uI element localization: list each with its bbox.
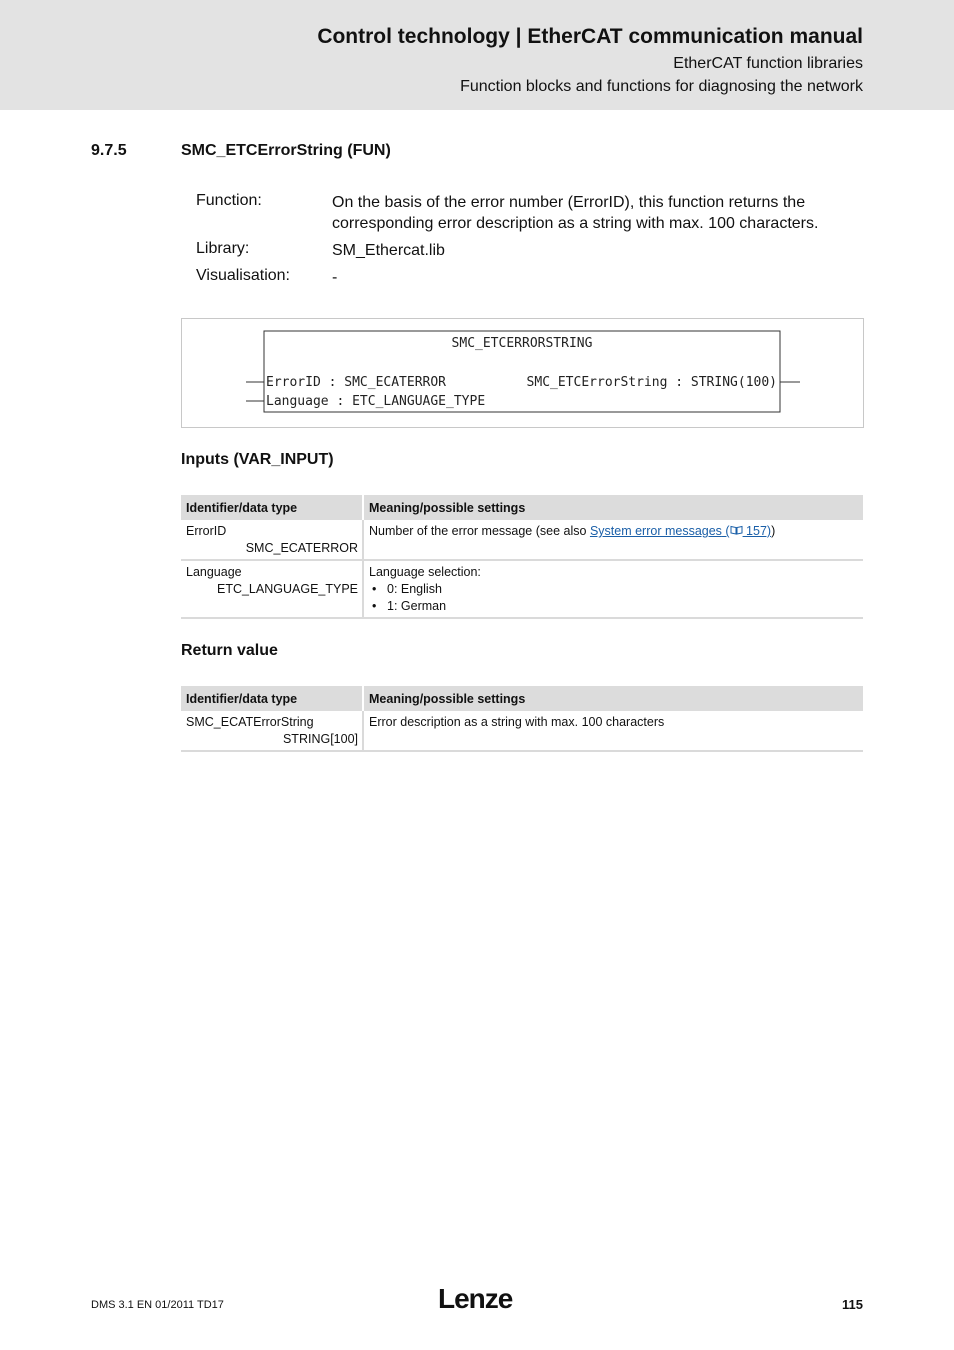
- page-number-ref[interactable]: 157): [742, 524, 772, 538]
- datatype: ETC_LANGUAGE_TYPE: [216, 582, 358, 596]
- datatype: STRING[100]: [282, 732, 358, 746]
- meaning-text: Language selection:: [369, 565, 481, 579]
- section-title: SMC_ETCErrorString (FUN): [181, 142, 391, 159]
- chapter-title: EtherCAT function libraries: [673, 55, 863, 72]
- meaning-cell: [363, 560, 863, 618]
- col-meaning-header: Meaning/possible settings: [363, 686, 863, 711]
- visualisation-label: Visualisation:: [196, 267, 290, 284]
- col-meaning-header: Meaning/possible settings: [363, 495, 863, 520]
- link-text[interactable]: System error messages: [589, 524, 722, 538]
- table-header-row: [181, 686, 863, 711]
- list-item: • 0: English: [369, 581, 859, 598]
- input2-label: Language : ETC_LANGUAGE_TYPE: [266, 394, 486, 409]
- identifier-cell: [181, 711, 363, 751]
- block-name: SMC_ETCERRORSTRING: [451, 336, 593, 351]
- return-value-table: [181, 686, 863, 752]
- col-identifier-header: Identifier/data type: [181, 686, 363, 711]
- table-row: [181, 520, 863, 560]
- meaning-cell: [363, 520, 863, 560]
- option-list: [369, 581, 859, 615]
- function-block-svg: [182, 319, 863, 427]
- library-value: SM_Ethercat.lib: [332, 242, 445, 259]
- library-label: Library:: [196, 240, 250, 257]
- section-number: 9.7.5: [91, 142, 127, 159]
- page-reference-link[interactable]: [722, 524, 771, 538]
- table-header-row: [181, 495, 863, 520]
- inputs-heading: Inputs (VAR_INPUT): [181, 451, 334, 468]
- output-label: SMC_ETCErrorString : STRING(100): [526, 375, 777, 390]
- identifier-cell: [181, 520, 363, 560]
- return-value-heading: Return value: [181, 642, 278, 659]
- meaning-suffix: ): [771, 524, 776, 538]
- input1-label: ErrorID : SMC_ECATERROR: [266, 375, 447, 390]
- subchapter-title: Function blocks and functions for diagnosing the network: [460, 78, 863, 95]
- page-number: 115: [842, 1297, 863, 1312]
- lenze-logo: Lenze: [438, 1283, 513, 1314]
- identifier: Language: [186, 565, 242, 579]
- meaning-cell: Error description as a string with max. 100 characters: [363, 711, 863, 751]
- datatype: SMC_ECATERROR: [245, 541, 358, 555]
- book-icon: [730, 525, 743, 535]
- inputs-table: [181, 495, 863, 619]
- meaning-text: Number of the error message (see also: [369, 524, 590, 538]
- identifier-cell: [181, 560, 363, 618]
- col-identifier-header: Identifier/data type: [181, 495, 363, 520]
- identifier: ErrorID: [186, 524, 227, 538]
- identifier: SMC_ECATErrorString: [186, 715, 314, 729]
- link-paren[interactable]: (: [721, 524, 730, 538]
- list-item: • 1: German: [369, 598, 859, 615]
- page-header: [0, 0, 954, 110]
- visualisation-value: -: [332, 269, 338, 286]
- function-block-diagram: [181, 318, 864, 428]
- function-description: On the basis of the error number (ErrorID), this function returns the corresponding error description as a string with max. 100 characters.: [332, 194, 819, 232]
- manual-title: Control technology | EtherCAT communication manual: [317, 25, 863, 48]
- table-row: [181, 560, 863, 618]
- system-error-messages-link[interactable]: [590, 524, 722, 538]
- function-label: Function:: [196, 192, 262, 209]
- table-row: [181, 711, 863, 751]
- document-id: DMS 3.1 EN 01/2011 TD17: [91, 1299, 224, 1311]
